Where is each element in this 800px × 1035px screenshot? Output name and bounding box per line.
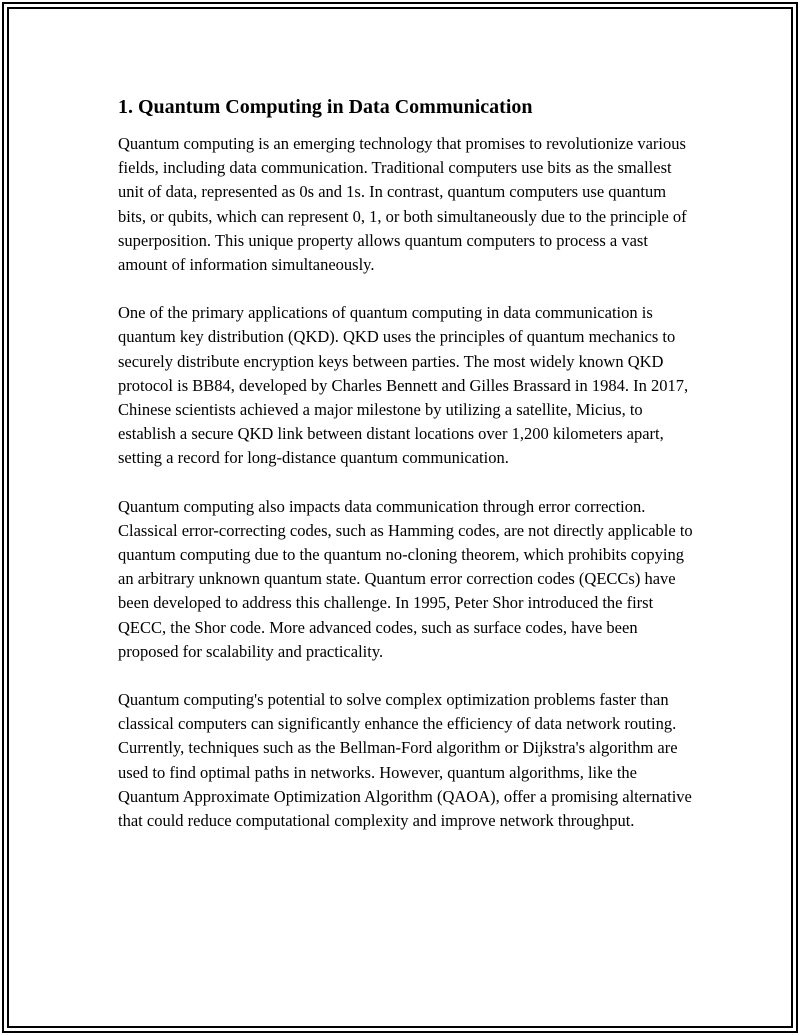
document-body [118,94,698,857]
paragraph-2: One of the primary applications of quantum computing in data communication is quantum key distribution (QKD). QKD uses the principles of quantum mechanics to securely distribute encryption keys between parties. The most widely known QKD protocol is BB84, developed by Charles Bennett and Gilles Brassard in 1984. In 2017, Chinese scientists achieved a major milestone by utilizing a satellite, Micius, to establish a secure QKD link between distant locations over 1,200 kilometers apart, setting a record for long-distance quantum communication. [118,303,689,468]
paragraph-4: Quantum computing's potential to solve complex optimization problems faster than classical computers can significantly enhance the efficiency of data network routing. Currently, techniques such as the Bellman-Ford algorithm or Dijkstra's algorithm are used to find optimal paths in networks. However, quantum algorithms, like the Quantum Approximate Optimization Algorithm (QAOA), offer a promising alternative that could reduce computational complexity and improve network throughput. [118,690,692,831]
paragraph-1: Quantum computing is an emerging technology that promises to revolutionize various fields, including data communication. Traditional computers use bits as the smallest unit of data, represented as 0s and 1s. In contrast, quantum computers use quantum bits, or qubits, which can represent 0, 1, or both simultaneously due to the principle of superposition. This unique property allows quantum computers to process a vast amount of information simultaneously. [118,134,687,275]
section-heading: 1. Quantum Computing in Data Communication [118,96,533,118]
paragraph-3: Quantum computing also impacts data communication through error correction. Classical error-correcting codes, such as Hamming codes, are not directly applicable to quantum computing due to the quantum no-cloning theorem, which prohibits copying an arbitrary unknown quantum state. Quantum error correction codes (QECCs) have been developed to address this challenge. In 1995, Peter Shor introduced the first QECC, the Shor code. More advanced codes, such as surface codes, have been proposed for scalability and practicality. [118,496,693,661]
